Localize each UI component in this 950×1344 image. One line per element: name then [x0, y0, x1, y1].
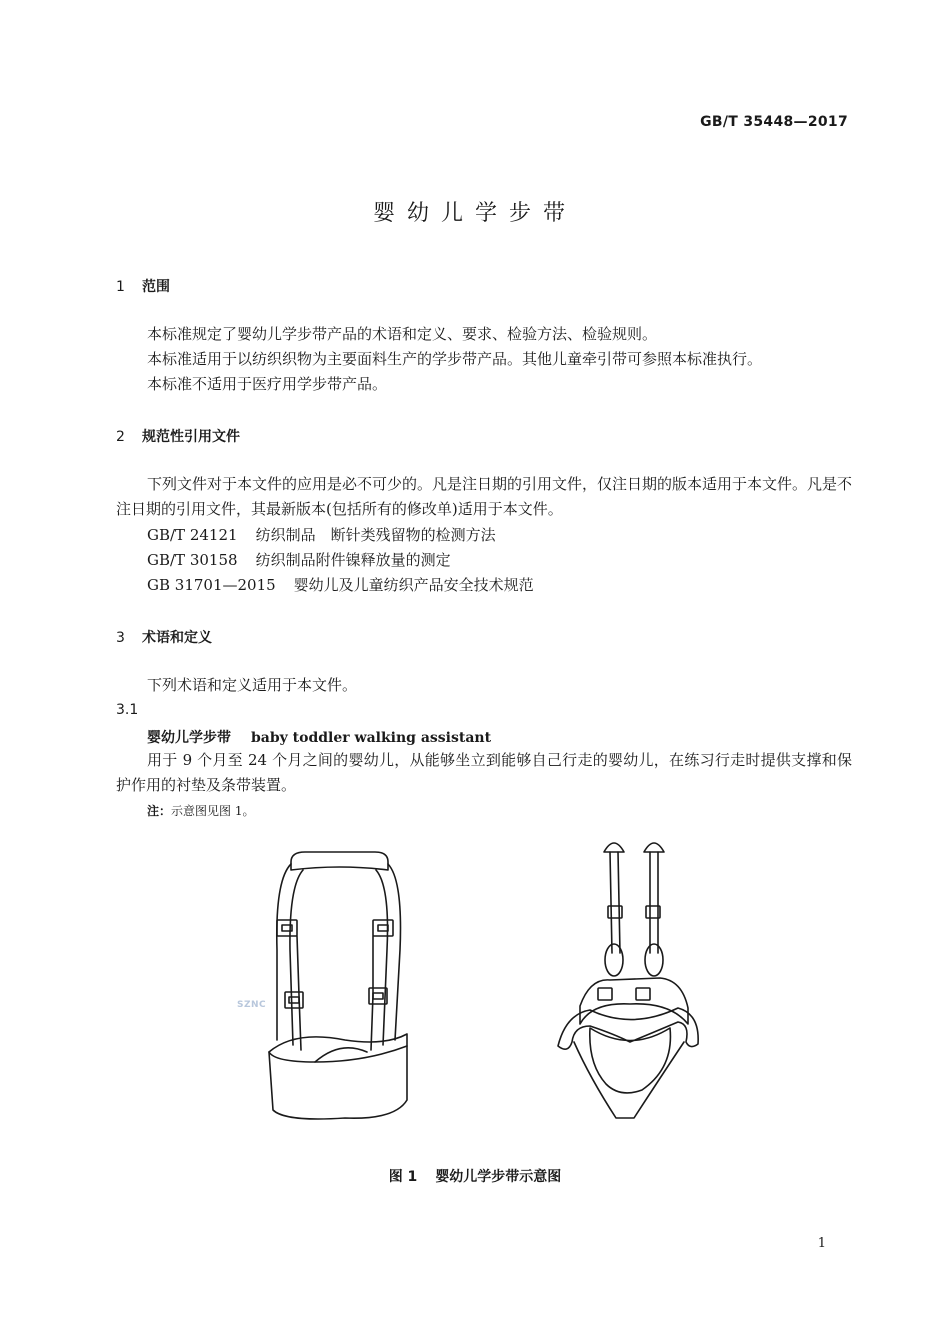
watermark: SZNC — [237, 1000, 267, 1010]
term-chinese: 婴幼儿学步带 — [147, 730, 231, 746]
section-3-number: 3 — [116, 630, 125, 646]
reference-code: GB/T 24121 — [147, 526, 238, 544]
section-1-paragraph: 本标准适用于以纺织织物为主要面料生产的学步带产品。其他儿童牵引带可参照本标准执行。 — [147, 350, 763, 368]
term-entry — [147, 727, 491, 747]
reference-item — [147, 573, 534, 598]
reference-item — [147, 548, 451, 573]
term-definition: 用于 9 个月至 24 个月之间的婴幼儿，从能够坐立到能够自己行走的婴幼儿，在练习行走时提供支撑和保护作用的衬垫及条带装置。 — [116, 751, 852, 794]
walking-belt-front-illustration — [255, 840, 430, 1130]
figure-caption-text: 婴幼儿学步带示意图 — [435, 1169, 562, 1185]
reference-item — [147, 523, 496, 548]
reference-code: GB 31701—2015 — [147, 576, 276, 594]
section-3-heading — [116, 627, 212, 647]
term-note — [147, 802, 254, 819]
term-english: baby toddler walking assistant — [251, 730, 492, 746]
term-number: 3.1 — [116, 702, 139, 718]
reference-title: 纺织制品 断针类残留物的检测方法 — [255, 526, 496, 544]
section-1-paragraph: 本标准规定了婴幼儿学步带产品的术语和定义、要求、检验方法、检验规则。 — [147, 325, 658, 343]
reference-title: 纺织制品附件镍释放量的测定 — [255, 551, 451, 569]
section-2-number: 2 — [116, 429, 125, 445]
standard-code: GB/T 35448—2017 — [700, 114, 848, 130]
section-1-heading — [116, 276, 170, 296]
walking-belt-rear-illustration — [550, 828, 705, 1128]
section-3-intro: 下列术语和定义适用于本文件。 — [147, 676, 358, 694]
reference-title: 婴幼儿及儿童纺织产品安全技术规范 — [293, 576, 534, 594]
section-1-paragraph: 本标准不适用于医疗用学步带产品。 — [147, 375, 388, 393]
section-2-intro: 下列文件对于本文件的应用是必不可少的。凡是注日期的引用文件，仅注日期的版本适用于本文件。凡是不注日期的引用文件，其最新版本(包括所有的修改单)适用于本文件。 — [116, 475, 853, 518]
figure-caption — [0, 1166, 950, 1186]
note-label: 注： — [147, 804, 172, 818]
section-1-number: 1 — [116, 279, 125, 295]
section-2-title: 规范性引用文件 — [142, 429, 240, 445]
figure-label: 图 1 — [388, 1169, 418, 1185]
note-text: 示意图见图 1。 — [171, 804, 255, 818]
section-2-heading — [116, 426, 240, 446]
reference-code: GB/T 30158 — [147, 551, 238, 569]
document-title: 婴幼儿学步带 — [372, 201, 577, 226]
page-number: 1 — [817, 1236, 826, 1251]
section-3-title: 术语和定义 — [142, 630, 212, 646]
section-1-title: 范围 — [142, 279, 170, 295]
